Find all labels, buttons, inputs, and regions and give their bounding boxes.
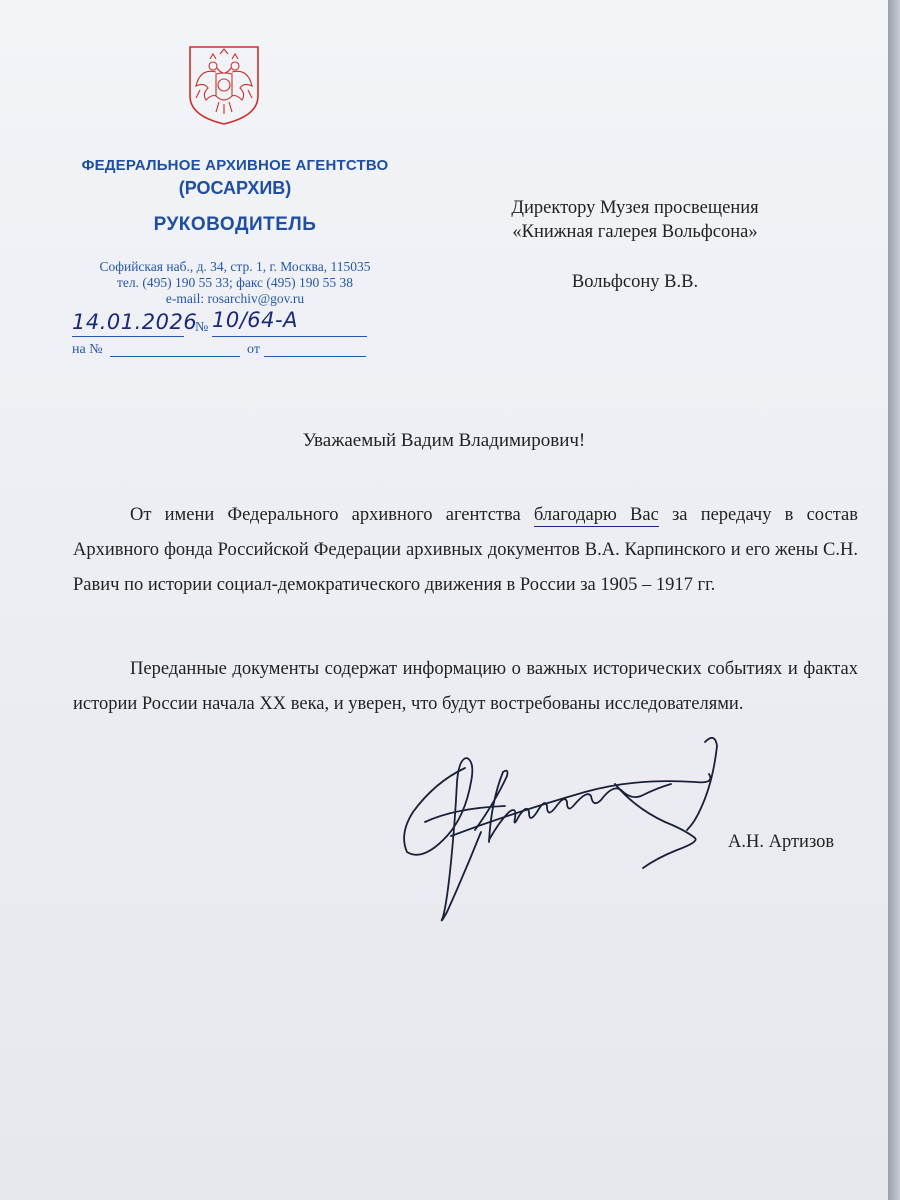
reference-number-label: на № [72,342,103,357]
date-underline [72,336,184,337]
body-paragraph-2: Переданные документы содержат информацию о важных исторических событиях и фактах истории России начала XX века, и уверен, что будут востребованы исследователями. [73,659,858,714]
reference-date-label: от [247,342,260,357]
registration-row [72,308,372,338]
registration-number: 10/64-А [212,308,298,332]
signer-name: А.Н. Артизов [728,832,835,852]
sender-position: РУКОВОДИТЕЛЬ [153,214,317,235]
reference-number-line [110,356,240,357]
underlined-phrase: благодарю Вас [533,505,659,525]
agency-short-name: (РОСАРХИВ) [178,178,292,198]
registration-date: 14.01.2026 [72,310,198,334]
paragraph-text: за передачу в состав Архивного фонда Российской Федерации архивных документов В.А. Карпинского и его жены С.Н. Равич по истории социал-демократического движения в России за 1905 – 1917 гг. [73,505,858,595]
phone-line: тел. (495) 190 55 33; факс (495) 190 55 38 [116,275,354,290]
coat-of-arms-icon [186,44,262,126]
recipient-title: Директору Музея просвещения [511,198,759,218]
address-line: Софийская наб., д. 34, стр. 1, г. Москва, 115035 [99,259,371,274]
salutation: Уважаемый Вадим Владимирович! [302,430,586,451]
registration-number-label: № [195,320,209,335]
reference-date-line [264,356,366,357]
recipient-name: Вольфсону В.В. [571,272,699,292]
email-line: e-mail: rosarchiv@gov.ru [165,291,305,306]
recipient-organization: «Книжная галерея Вольфсона» [512,222,758,242]
agency-name: ФЕДЕРАЛЬНОЕ АРХИВНОЕ АГЕНТСТВО [81,157,389,174]
number-underline [212,336,367,337]
paragraph-text: От имени Федерального архивного агентства [130,505,534,525]
page-edge-shadow [888,0,900,1200]
handwritten-signature [395,712,735,932]
body-paragraph-1 [73,498,858,603]
